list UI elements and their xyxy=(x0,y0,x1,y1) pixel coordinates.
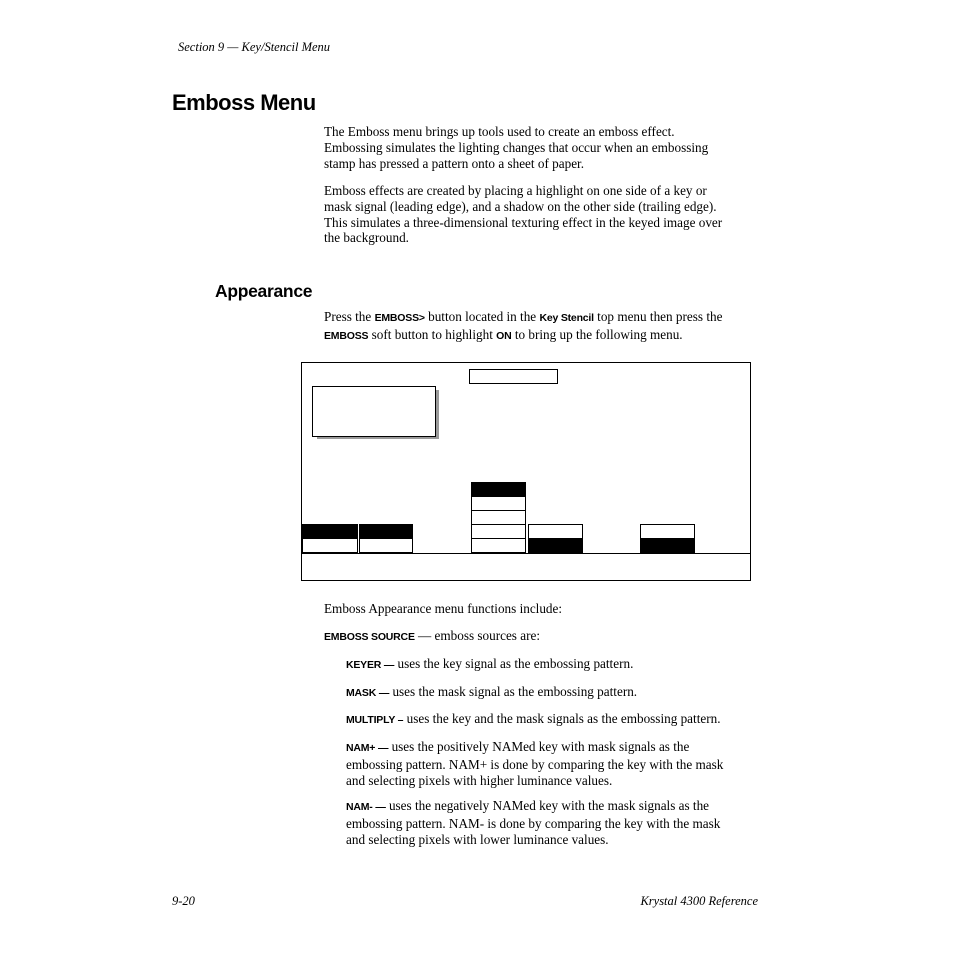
page-title: Emboss Menu xyxy=(172,90,316,115)
keyword-on: ON xyxy=(496,329,512,342)
section-heading-appearance: Appearance xyxy=(215,281,313,301)
running-header: Section 9 — Key/Stencil Menu xyxy=(178,40,331,54)
softkey-5-value[interactable] xyxy=(640,538,695,553)
nam-minus-item: NAM- — uses the negatively NAMed key with the mask signals as the embossing pattern. NAM- is done by comparing the key with the mask and selecting pixels with lower luminance values. xyxy=(346,798,721,847)
status-bar-divider xyxy=(302,553,750,554)
functions-intro: Emboss Appearance menu functions include: xyxy=(324,601,563,616)
mask-item: MASK — uses the mask signal as the embossing pattern. xyxy=(346,684,638,699)
keyword-key-stencil: Key Stencil xyxy=(539,312,594,324)
softkey-5-label xyxy=(640,524,695,539)
keyword-emboss-button: EMBOSS> xyxy=(374,312,425,324)
multiply-item: MULTIPLY – uses the key and the mask signals as the embossing pattern. xyxy=(346,711,721,726)
intro-paragraph-2: Emboss effects are created by placing a highlight on one side of a key or mask signal (leading edge), and a shadow on the other side (trailing edge). This simulates a three-dimensional texturing effect in the keyed image over the background. xyxy=(324,183,723,246)
document-title: Krystal 4300 Reference xyxy=(640,894,758,908)
page-number: 9-20 xyxy=(172,894,195,908)
source-list-header xyxy=(471,482,526,497)
softkey-4-value[interactable] xyxy=(528,538,583,553)
emboss-source-item: EMBOSS SOURCE — emboss sources are: xyxy=(324,628,540,643)
softkey-2-label xyxy=(359,524,413,539)
source-list-item[interactable] xyxy=(471,524,526,539)
intro-paragraph-1: The Emboss menu brings up tools used to create an emboss effect. Embossing simulates the lighting changes that occur when an embossing stamp has pressed a pattern onto a sheet of paper. xyxy=(324,124,709,171)
source-list-item[interactable] xyxy=(471,538,526,553)
source-list-item[interactable] xyxy=(471,510,526,525)
info-panel xyxy=(312,386,436,437)
softkey-1-label xyxy=(302,524,358,539)
emboss-menu-diagram xyxy=(301,362,751,581)
softkey-4-label xyxy=(528,524,583,539)
keyer-item: KEYER — uses the key signal as the embossing pattern. xyxy=(346,656,634,671)
instructions: Press the EMBOSS> button located in the Key Stencil top menu then press the EMBOSS soft button to highlight ON to bring up the following menu. xyxy=(324,309,723,342)
softkey-1-value[interactable] xyxy=(302,538,358,553)
menu-title-box xyxy=(469,369,558,384)
source-list-item[interactable] xyxy=(471,496,526,511)
keyword-emboss: EMBOSS xyxy=(324,329,369,342)
softkey-2-value[interactable] xyxy=(359,538,413,553)
nam-plus-item: NAM+ — uses the positively NAMed key with mask signals as the embossing pattern. NAM+ is done by comparing the key with the mask and selecting pixels with higher luminance values. xyxy=(346,739,724,788)
